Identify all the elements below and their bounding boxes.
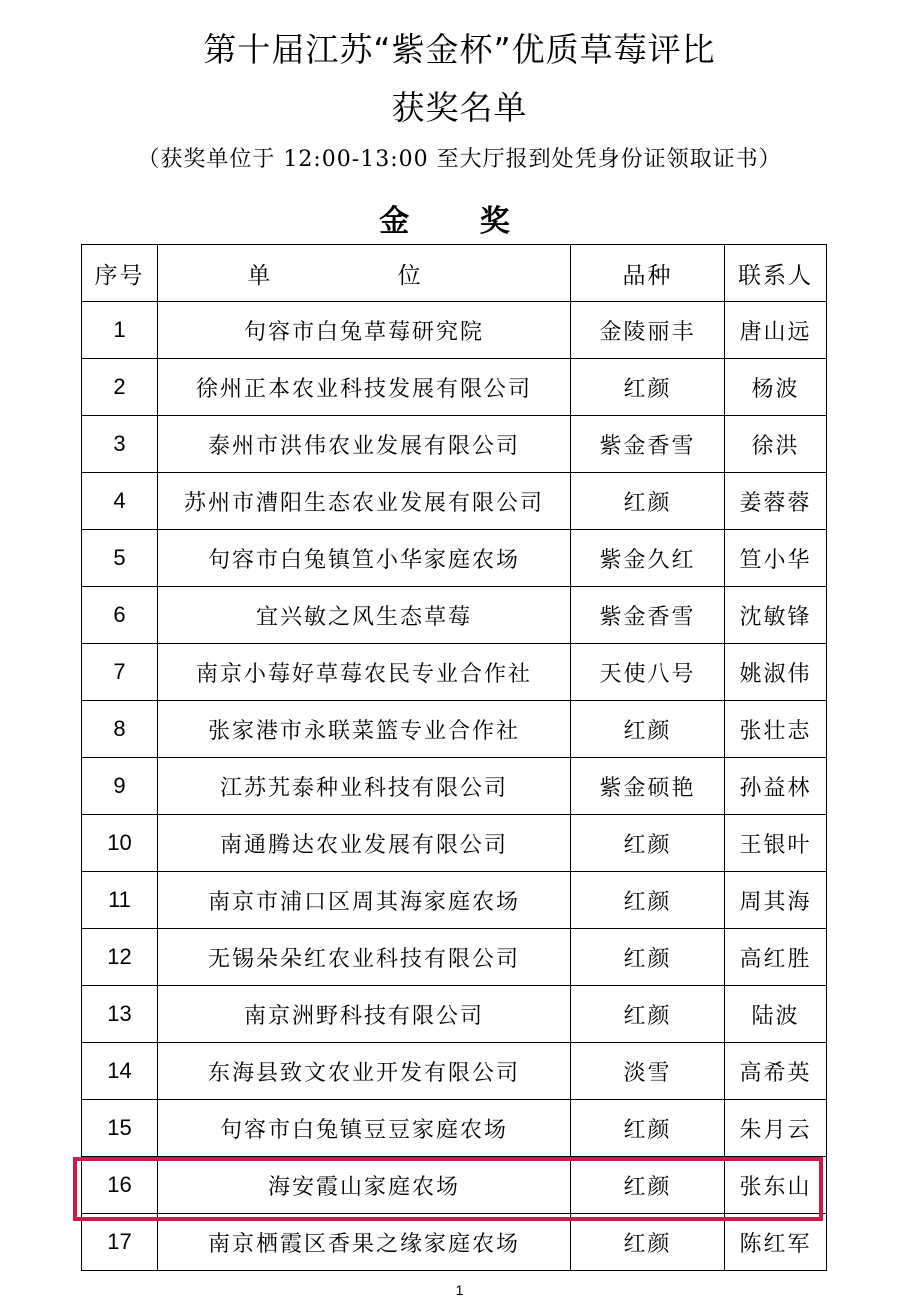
cell-unit: 南通腾达农业发展有限公司 [158, 815, 571, 872]
cell-contact: 姚淑伟 [725, 644, 827, 701]
cell-unit: 海安霞山家庭农场 [158, 1157, 571, 1214]
header-variety: 品种 [571, 245, 725, 302]
cell-index: 11 [82, 872, 158, 929]
cell-index: 5 [82, 530, 158, 587]
cell-unit: 南京洲野科技有限公司 [158, 986, 571, 1043]
cell-contact: 姜蓉蓉 [725, 473, 827, 530]
cell-index: 14 [82, 1043, 158, 1100]
table-row [82, 530, 827, 587]
document-title: 第十届江苏“紫金杯”优质草莓评比 [203, 30, 716, 69]
table-row [82, 644, 827, 701]
cell-unit: 江苏艽泰种业科技有限公司 [158, 758, 571, 815]
cell-variety: 红颜 [571, 986, 725, 1043]
cell-variety: 红颜 [571, 1157, 725, 1214]
cell-contact: 陈红军 [725, 1214, 827, 1271]
cell-index: 7 [82, 644, 158, 701]
cell-variety: 红颜 [571, 872, 725, 929]
cell-unit: 句容市白兔镇豆豆家庭农场 [158, 1100, 571, 1157]
pickup-note: （获奖单位于 12:00-13:00 至大厅报到处凭身份证领取证书） [137, 147, 782, 172]
cell-contact: 高红胜 [725, 929, 827, 986]
table-row [82, 473, 827, 530]
page-number: 1 [455, 1282, 464, 1298]
cell-index: 13 [82, 986, 158, 1043]
cell-variety: 紫金香雪 [571, 587, 725, 644]
table-row [82, 1100, 827, 1157]
cell-contact: 孙益林 [725, 758, 827, 815]
cell-contact: 沈敏锋 [725, 587, 827, 644]
table-row [82, 359, 827, 416]
cell-unit: 宜兴敏之风生态草莓 [158, 587, 571, 644]
cell-contact: 徐洪 [725, 416, 827, 473]
table-row [82, 929, 827, 986]
award-section-heading: 金 奖 [379, 204, 540, 239]
cell-variety: 红颜 [571, 359, 725, 416]
cell-variety: 红颜 [571, 815, 725, 872]
cell-index: 9 [82, 758, 158, 815]
cell-variety: 淡雪 [571, 1043, 725, 1100]
cell-unit: 南京小莓好草莓农民专业合作社 [158, 644, 571, 701]
cell-contact: 张东山 [725, 1157, 827, 1214]
table-row [82, 302, 827, 359]
cell-index: 12 [82, 929, 158, 986]
table-header-row [82, 245, 827, 302]
cell-unit: 南京栖霞区香果之缘家庭农场 [158, 1214, 571, 1271]
cell-index: 1 [82, 302, 158, 359]
cell-contact: 唐山远 [725, 302, 827, 359]
award-table [81, 244, 827, 1271]
table-row [82, 758, 827, 815]
cell-unit: 句容市白兔镇笪小华家庭农场 [158, 530, 571, 587]
table-row [82, 815, 827, 872]
cell-contact: 张壮志 [725, 701, 827, 758]
cell-variety: 天使八号 [571, 644, 725, 701]
cell-index: 16 [82, 1157, 158, 1214]
cell-index: 3 [82, 416, 158, 473]
cell-unit: 徐州正本农业科技发展有限公司 [158, 359, 571, 416]
cell-index: 17 [82, 1214, 158, 1271]
cell-unit: 泰州市洪伟农业发展有限公司 [158, 416, 571, 473]
table-row [82, 1157, 827, 1214]
cell-index: 8 [82, 701, 158, 758]
table-row [82, 1043, 827, 1100]
cell-variety: 紫金香雪 [571, 416, 725, 473]
cell-unit: 南京市浦口区周其海家庭农场 [158, 872, 571, 929]
cell-variety: 金陵丽丰 [571, 302, 725, 359]
cell-variety: 红颜 [571, 929, 725, 986]
cell-contact: 笪小华 [725, 530, 827, 587]
cell-unit: 苏州市漕阳生态农业发展有限公司 [158, 473, 571, 530]
table-row [82, 416, 827, 473]
header-index: 序号 [82, 245, 158, 302]
cell-variety: 红颜 [571, 1100, 725, 1157]
document-subtitle: 获奖名单 [391, 88, 528, 127]
cell-variety: 紫金久红 [571, 530, 725, 587]
cell-index: 15 [82, 1100, 158, 1157]
cell-unit: 无锡朵朵红农业科技有限公司 [158, 929, 571, 986]
cell-index: 6 [82, 587, 158, 644]
cell-unit: 东海县致文农业开发有限公司 [158, 1043, 571, 1100]
cell-contact: 高希英 [725, 1043, 827, 1100]
cell-unit: 张家港市永联菜篮专业合作社 [158, 701, 571, 758]
table-row [82, 701, 827, 758]
table-row [82, 986, 827, 1043]
cell-variety: 红颜 [571, 473, 725, 530]
cell-contact: 周其海 [725, 872, 827, 929]
cell-index: 2 [82, 359, 158, 416]
cell-contact: 杨波 [725, 359, 827, 416]
header-contact: 联系人 [725, 245, 827, 302]
cell-variety: 红颜 [571, 701, 725, 758]
cell-contact: 王银叶 [725, 815, 827, 872]
table-row [82, 587, 827, 644]
cell-variety: 红颜 [571, 1214, 725, 1271]
table-row [82, 872, 827, 929]
cell-variety: 紫金硕艳 [571, 758, 725, 815]
cell-contact: 陆波 [725, 986, 827, 1043]
cell-index: 10 [82, 815, 158, 872]
cell-index: 4 [82, 473, 158, 530]
cell-contact: 朱月云 [725, 1100, 827, 1157]
header-unit: 单 位 [158, 245, 571, 302]
table-row [82, 1214, 827, 1271]
cell-unit: 句容市白兔草莓研究院 [158, 302, 571, 359]
